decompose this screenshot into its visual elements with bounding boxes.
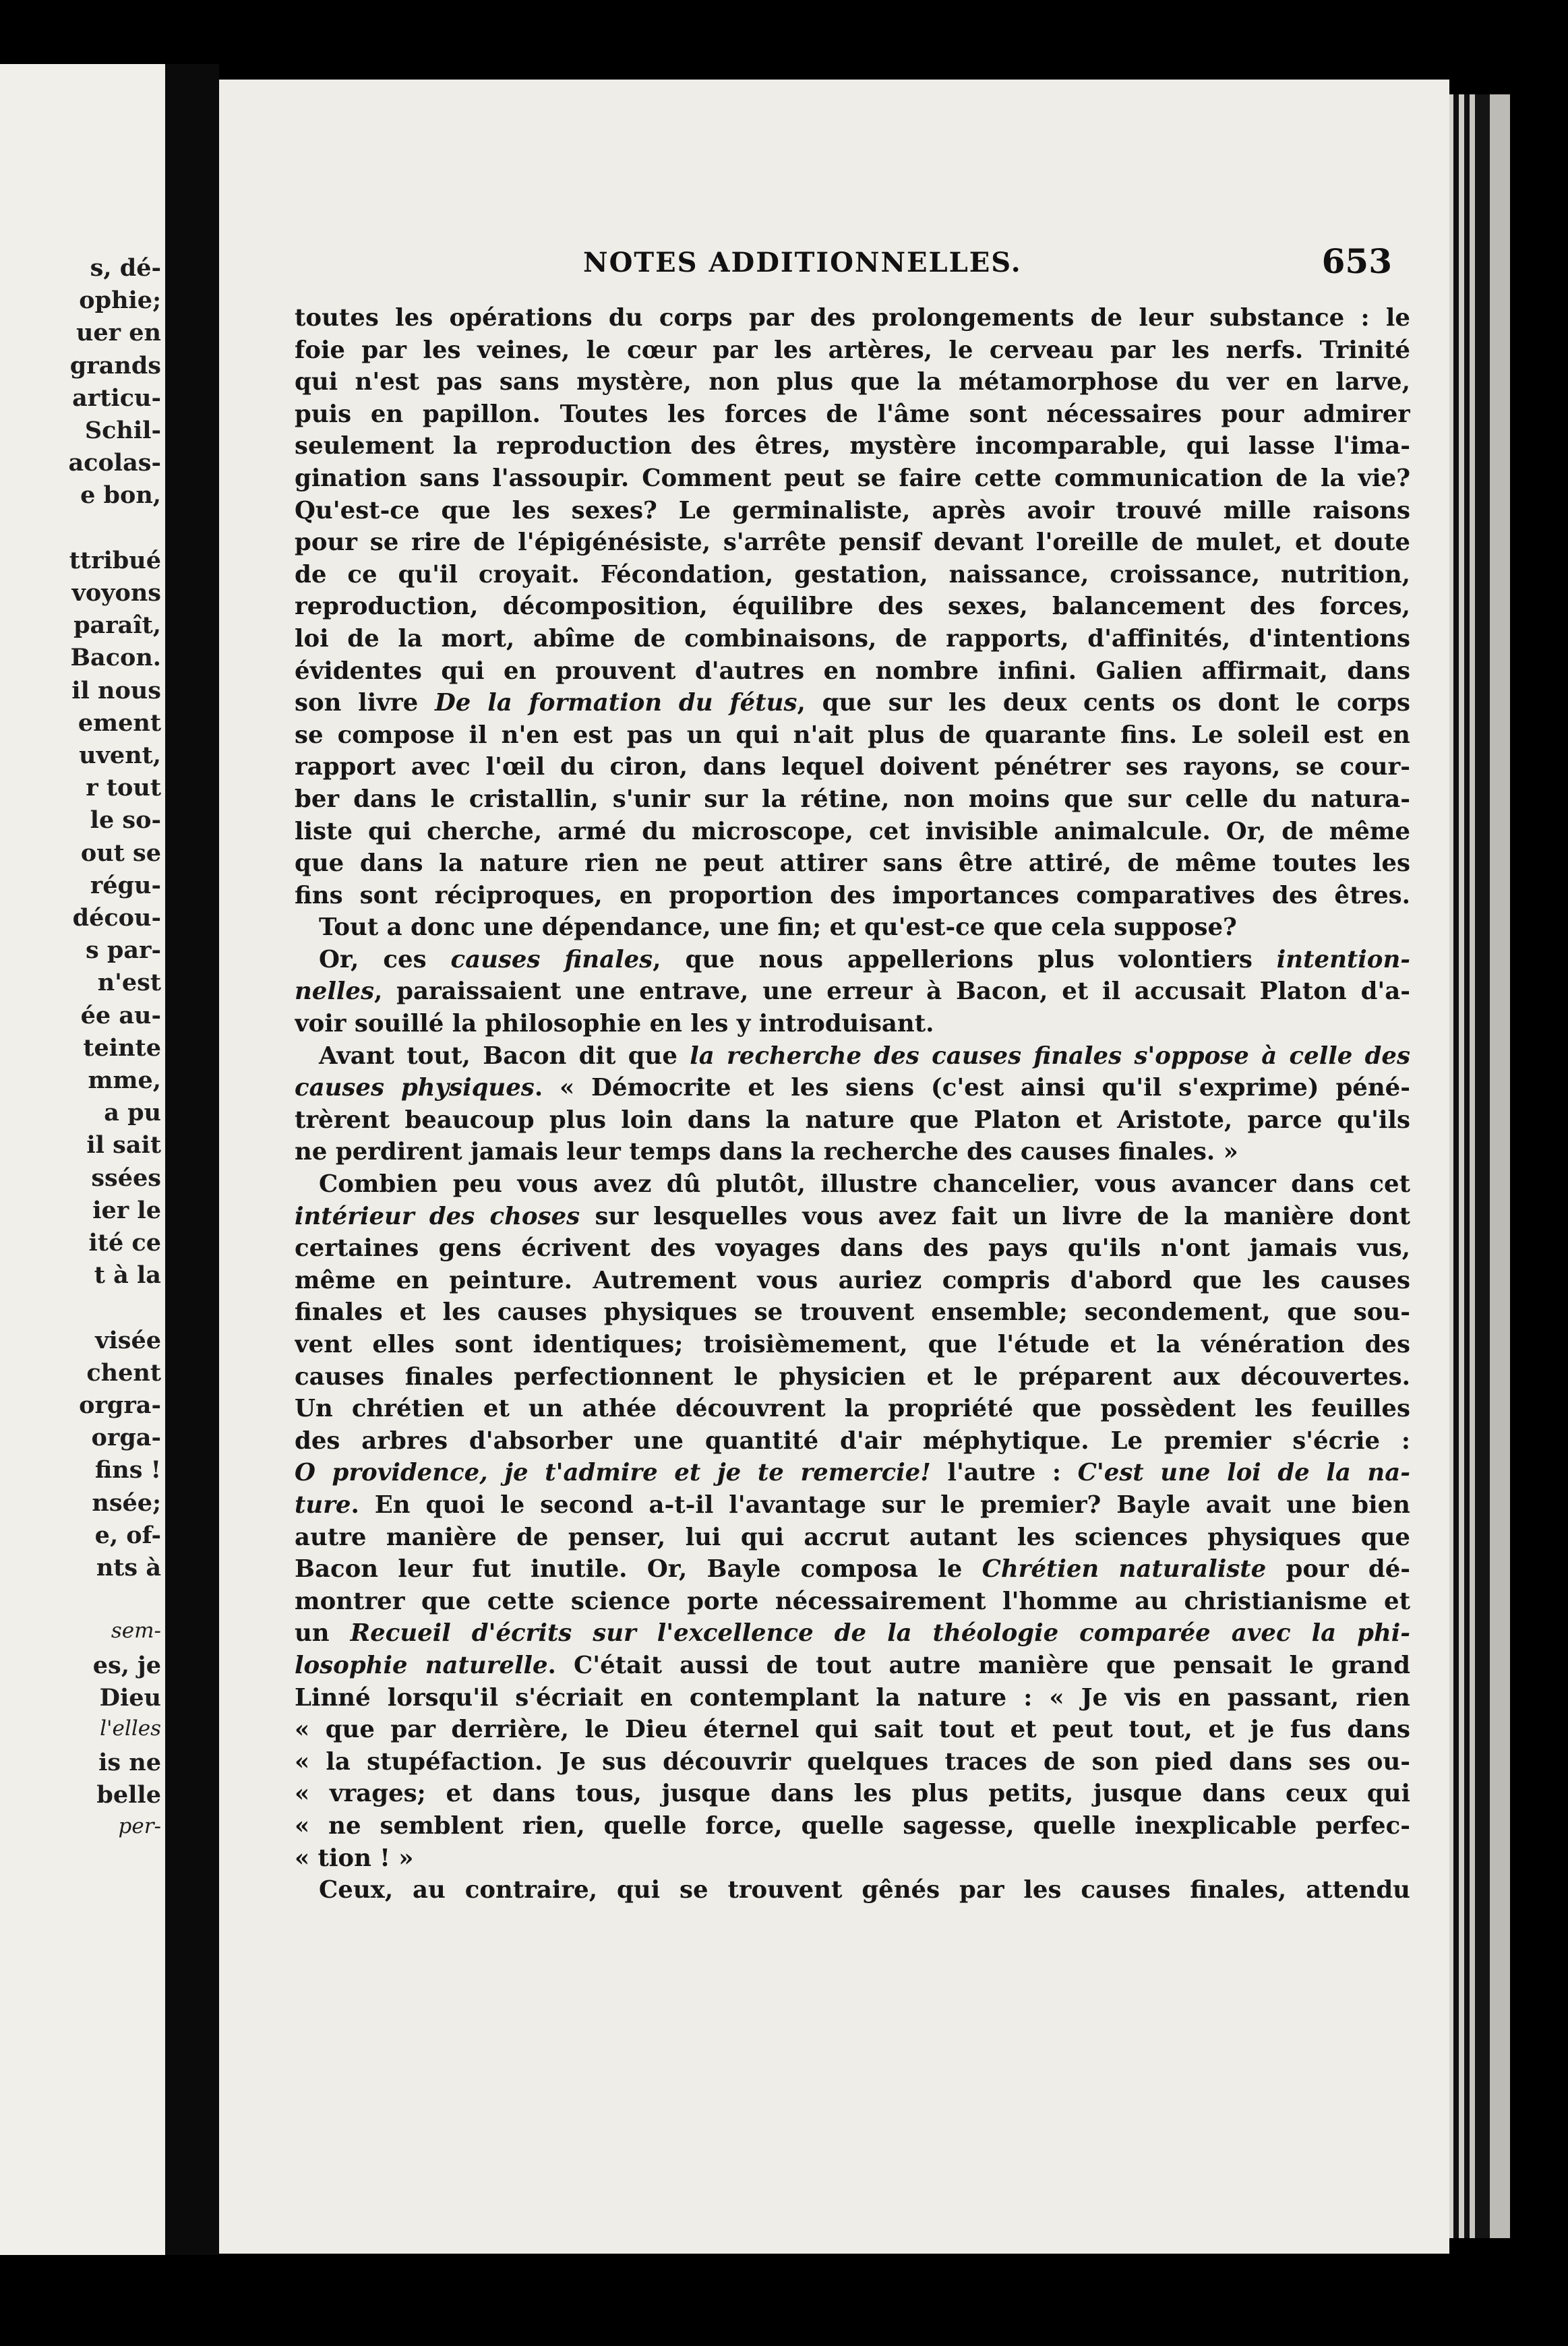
text-line: se compose il n'en est pas un qui n'ait plus de quarante fins. Le soleil est en	[295, 721, 1410, 749]
left-facing-page	[0, 64, 165, 2255]
main-page	[219, 80, 1449, 2254]
left-page-fragment: mme,	[88, 1066, 161, 1094]
text-line: reproduction, décomposition, équilibre des sexes, balancement des forces,	[295, 593, 1410, 621]
left-page-fragment: Bacon.	[70, 644, 161, 672]
left-page-fragment: out se	[80, 839, 161, 867]
left-page-fragment: orgra-	[79, 1391, 161, 1419]
left-page-fragment: orga-	[91, 1424, 161, 1452]
left-page-fragment: ier le	[92, 1196, 161, 1224]
text-line: causes finales perfectionnent le physicien et le préparent aux découvertes.	[295, 1362, 1410, 1391]
left-page-fragment: régu-	[90, 871, 161, 899]
left-page-fragment: t à la	[94, 1261, 161, 1290]
text-line: Or, ces causes finales, que nous appellerions plus volontiers intention-	[319, 945, 1410, 973]
left-page-fragment: es, je	[92, 1651, 161, 1679]
left-page-fragment: ée au-	[80, 1001, 161, 1029]
text-line: ture. En quoi le second a-t-il l'avantage sur le premier? Bayle avait une bien	[295, 1491, 1410, 1519]
left-page-fragment: teinte	[83, 1033, 161, 1062]
left-page-fragment: is ne	[98, 1749, 161, 1777]
page-header	[219, 241, 1449, 287]
left-page-fragment: l'elles	[100, 1716, 161, 1741]
page-number: 653	[1321, 241, 1392, 281]
text-line: Avant tout, Bacon dit que la recherche des causes finales s'oppose à celle des	[319, 1042, 1410, 1070]
left-page-fragment: Schil-	[84, 417, 161, 444]
text-line: « tion ! »	[295, 1844, 414, 1872]
left-page-fragment: a pu	[104, 1099, 161, 1127]
text-line: finales et les causes physiques se trouvent ensemble; secondement, que sou-	[295, 1298, 1410, 1327]
text-line: un Recueil d'écrits sur l'excellence de la théologie comparée avec la phi-	[295, 1619, 1410, 1648]
left-page-fragment: ssées	[91, 1164, 161, 1192]
left-page-fragment: le so-	[90, 806, 161, 835]
text-line: ne perdirent jamais leur temps dans la recherche des causes finales. »	[295, 1138, 1238, 1166]
text-line: vent elles sont identiques; troisièmement, que l'étude et la vénération des	[295, 1331, 1410, 1358]
left-page-fragment: nsée;	[92, 1488, 161, 1517]
text-line: seulement la reproduction des êtres, mystère incomparable, qui lasse l'ima-	[295, 432, 1410, 460]
left-page-fragment: voyons	[71, 579, 161, 607]
text-line: que dans la nature rien ne peut attirer sans être attiré, de même toutes les	[295, 849, 1410, 878]
text-line: des arbres d'absorber une quantité d'air méphytique. Le premier s'écrie :	[295, 1426, 1410, 1455]
left-page-fragment: décou-	[72, 904, 161, 932]
text-line: « la stupéfaction. Je sus découvrir quelques traces de son pied dans ses ou-	[295, 1747, 1410, 1776]
text-line: gination sans l'assoupir. Comment peut se faire cette communication de la vie?	[295, 464, 1410, 492]
left-page-fragment: ité ce	[88, 1229, 161, 1257]
text-line: nelles, paraissaient une entrave, une erreur à Bacon, et il accusait Platon d'a-	[295, 977, 1410, 1006]
left-page-fragment: uvent,	[79, 742, 161, 769]
left-page-fragment: sem-	[111, 1619, 161, 1644]
text-line: rapport avec l'œil du ciron, dans lequel doivent pénétrer ses rayons, se cour-	[295, 753, 1410, 781]
text-line: certaines gens écrivent des voyages dans des pays qu'ils n'ont jamais vus,	[295, 1234, 1410, 1263]
text-line: Un chrétien et un athée découvrent la propriété que possèdent les feuilles	[295, 1395, 1410, 1423]
text-line: foie par les veines, le cœur par les artères, le cerveau par les nerfs. Trinité	[295, 336, 1410, 364]
left-page-fragment: articu-	[72, 384, 161, 412]
left-page-fragment: nts à	[96, 1554, 161, 1582]
left-page-fragment: il sait	[86, 1131, 161, 1160]
book-gutter	[165, 64, 219, 2255]
left-page-fragment: Dieu	[99, 1683, 161, 1712]
left-page-fragment: ement	[78, 709, 161, 737]
text-line: ber dans le cristallin, s'unir sur la rétine, non moins que sur celle du natura-	[295, 785, 1410, 813]
left-page-fragment: fins !	[94, 1456, 161, 1484]
text-line: son livre De la formation du fétus, que sur les deux cents os dont le corps	[295, 689, 1410, 717]
left-page-fragment: s, dé-	[90, 254, 161, 282]
left-page-fragment: ophie;	[79, 287, 161, 315]
left-page-fragment: e, of-	[94, 1521, 161, 1549]
text-line: de ce qu'il croyait. Fécondation, gestation, naissance, croissance, nutrition,	[295, 560, 1410, 589]
left-page-fragment: per-	[118, 1813, 161, 1838]
left-page-fragment: e bon,	[80, 481, 161, 510]
text-line: « ne semblent rien, quelle force, quelle sagesse, quelle inexplicable perfec-	[295, 1811, 1410, 1840]
text-line: Bacon leur fut inutile. Or, Bayle composa le Chrétien naturaliste pour dé-	[295, 1555, 1410, 1584]
text-line: voir souillé la philosophie en les y introduisant.	[295, 1010, 934, 1038]
left-page-fragment: ttribué	[69, 546, 161, 574]
left-page-fragment: paraît,	[73, 611, 161, 640]
text-line: O providence, je t'admire et je te remercie! l'autre : C'est une loi de la na-	[295, 1459, 1410, 1487]
text-line: toutes les opérations du corps par des prolongements de leur substance : le	[295, 304, 1410, 332]
running-title: NOTES ADDITIONNELLES.	[583, 247, 1022, 278]
text-line: fins sont réciproques, en proportion des importances comparatives des êtres.	[295, 881, 1410, 909]
text-line: causes physiques. « Démocrite et les siens (c'est ainsi qu'il s'exprime) péné-	[295, 1074, 1410, 1102]
text-line: liste qui cherche, armé du microscope, cet invisible animalcule. Or, de même	[295, 817, 1410, 845]
text-line: montrer que cette science porte nécessairement l'homme au christianisme et	[295, 1587, 1410, 1615]
text-line: loi de la mort, abîme de combinaisons, de rapports, d'affinités, d'intentions	[295, 624, 1410, 653]
text-line: Combien peu vous avez dû plutôt, illustre chancelier, vous avancer dans cet	[319, 1170, 1410, 1199]
left-page-fragment: s par-	[85, 936, 161, 965]
body-text	[295, 302, 1410, 1906]
text-line: « vrages; et dans tous, jusque dans les plus petits, jusque dans ceux qui	[295, 1780, 1410, 1808]
text-line: Linné lorsqu'il s'écriait en contemplant la nature : « Je vis en passant, rien	[295, 1683, 1410, 1712]
page-stack-edge	[1449, 94, 1510, 2238]
text-line: évidentes qui en prouvent d'autres en nombre infini. Galien affirmait, dans	[295, 657, 1410, 685]
text-line: même en peinture. Autrement vous auriez compris d'abord que les causes	[295, 1266, 1410, 1294]
left-page-fragment: uer en	[76, 319, 161, 347]
left-page-fragment: chent	[86, 1358, 161, 1387]
text-line: trèrent beaucoup plus loin dans la nature que Platon et Aristote, parce qu'ils	[295, 1106, 1410, 1134]
left-page-fragment: il nous	[71, 676, 161, 704]
left-page-fragment: belle	[96, 1781, 161, 1809]
left-page-fragment: grands	[69, 351, 161, 380]
text-line: autre manière de penser, lui qui accrut autant les sciences physiques que	[295, 1523, 1410, 1551]
text-line: qui n'est pas sans mystère, non plus que la métamorphose du ver en larve,	[295, 368, 1410, 396]
text-line: Tout a donc une dépendance, une fin; et qu'est-ce que cela suppose?	[319, 913, 1237, 942]
text-line: intérieur des choses sur lesquelles vous avez fait un livre de la manière dont	[295, 1202, 1410, 1230]
text-line: losophie naturelle. C'était aussi de tout autre manière que pensait le grand	[295, 1651, 1410, 1679]
text-line: Ceux, au contraire, qui se trouvent gênés par les causes finales, attendu	[319, 1876, 1410, 1904]
text-line: pour se rire de l'épigénésiste, s'arrête pensif devant l'oreille de mulet, et doute	[295, 529, 1410, 557]
left-page-fragment: r tout	[86, 774, 161, 802]
left-page-fragment: acolas-	[68, 449, 161, 477]
left-page-fragment: visée	[95, 1326, 161, 1354]
text-line: « que par derrière, le Dieu éternel qui sait tout et peut tout, et je fus dans	[295, 1716, 1410, 1744]
text-line: puis en papillon. Toutes les forces de l'âme sont nécessaires pour admirer	[295, 400, 1410, 428]
left-page-fragment: n'est	[97, 969, 161, 997]
text-line: Qu'est-ce que les sexes? Le germinaliste, après avoir trouvé mille raisons	[295, 496, 1410, 524]
